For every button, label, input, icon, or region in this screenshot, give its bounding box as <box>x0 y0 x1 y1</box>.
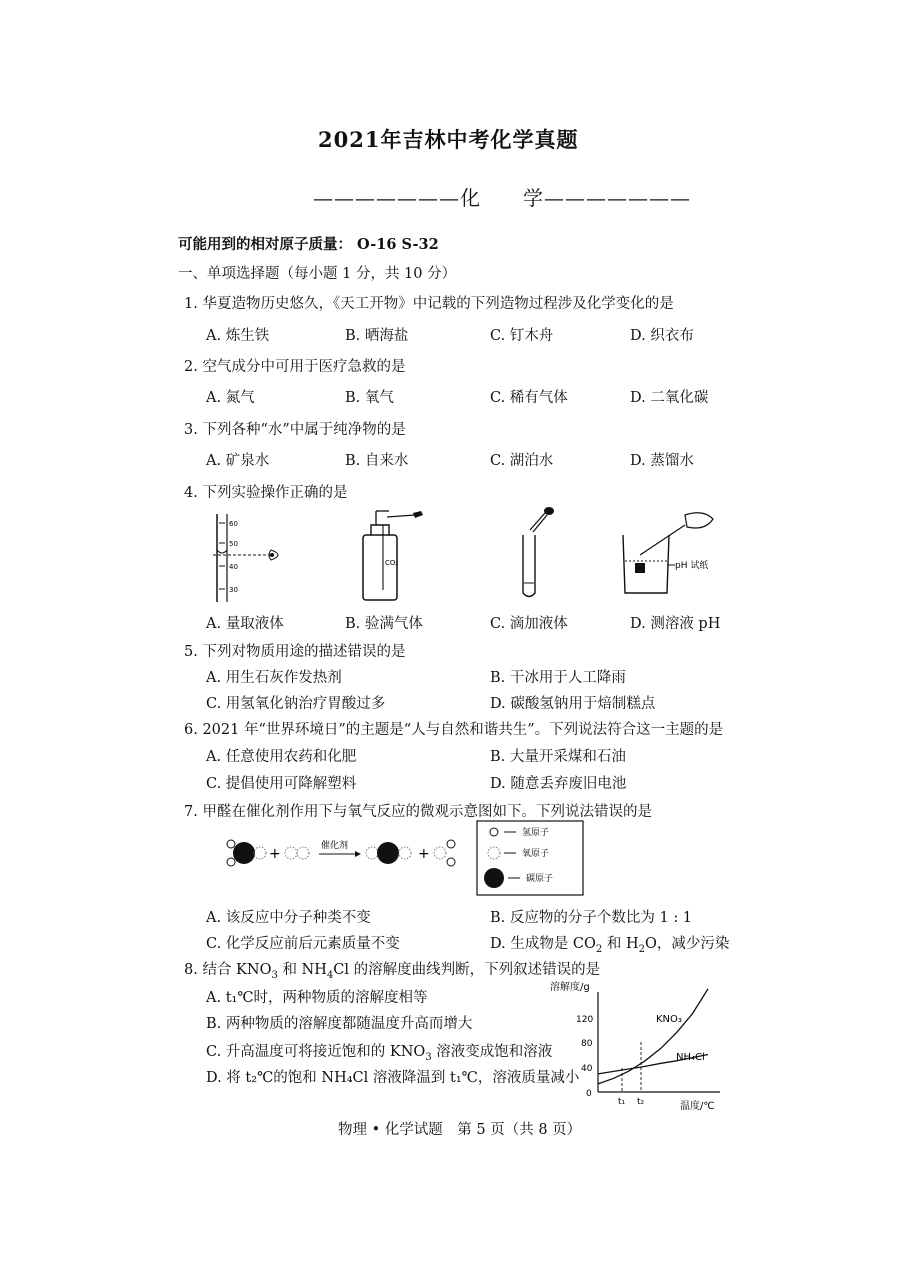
q4-dropper-figure <box>515 505 565 605</box>
solubility-chart <box>548 978 728 1113</box>
y-tick-0: 0 <box>586 1089 592 1099</box>
q1-option-a: A. 炼生铁 <box>206 328 270 344</box>
q7-option-c: C. 化学反应前后元素质量不变 <box>206 936 400 952</box>
chart-xlabel: 温度/℃ <box>680 1101 715 1112</box>
legend-oxygen: 氧原子 <box>522 849 550 859</box>
legend-carbon: 碳原子 <box>526 874 554 884</box>
q1-option-c: C. 钉木舟 <box>490 328 554 344</box>
nh4cl-series-label: NH₄Cl <box>676 1052 705 1063</box>
q1-option-d: D. 织衣布 <box>630 328 694 344</box>
kno3-series-label: KNO₃ <box>656 1014 682 1025</box>
question-1-stem: 1. 华夏造物历史悠久，《天工开物》中记载的下列造物过程涉及化学变化的是 <box>184 296 674 312</box>
y-tick-80: 80 <box>581 1039 593 1049</box>
q4-option-c: C. 滴加液体 <box>490 616 568 632</box>
q6-option-d: D. 随意丢弃废旧电池 <box>490 776 627 792</box>
q8-option-a: A. t₁℃时，两种物质的溶解度相等 <box>206 990 428 1006</box>
q2-option-d: D. 二氧化碳 <box>630 390 709 406</box>
q3-option-b: B. 自来水 <box>345 453 409 469</box>
q7-reaction-diagram <box>225 830 470 880</box>
q2-option-b: B. 氧气 <box>345 390 394 406</box>
cyl-tick-50: 50 <box>229 540 238 548</box>
q2-option-c: C. 稀有气体 <box>490 390 568 406</box>
ph-paper-label: pH 试纸 <box>675 561 709 571</box>
atomic-masses: 可能用到的相对原子质量： O-16 S-32 <box>178 236 439 253</box>
subject-heading: ———————化 学——————— <box>313 186 691 210</box>
q4-gas-bottle-figure <box>355 505 435 605</box>
q6-option-a: A. 任意使用农药和化肥 <box>206 749 357 765</box>
q4-option-b: B. 验满气体 <box>345 616 423 632</box>
catalyst-label: 催化剂 <box>321 841 349 851</box>
q4-option-d: D. 测溶液 pH <box>630 616 721 632</box>
page-footer: 物理 • 化学试题 第 5 页（共 8 页） <box>338 1122 582 1138</box>
question-6-stem: 6. 2021 年“世界环境日”的主题是“人与自然和谐共生”。下列说法符合这一主题的是 <box>184 722 724 738</box>
svg-text:+: + <box>418 846 430 862</box>
q4-option-a: A. 量取液体 <box>206 616 284 632</box>
q3-option-d: D. 蒸馏水 <box>630 453 694 469</box>
q8-option-d: D. 将 t₂℃的饱和 NH₄Cl 溶液降温到 t₁℃，溶液质量减小 <box>206 1070 580 1086</box>
question-8-stem: 8. 结合 $KNO_3$ 和 $NH_4Cl$ 的溶解度曲线判断，下列叙述错误的是 <box>184 962 601 981</box>
page-title: 2021年吉林中考化学真题 <box>318 127 579 152</box>
q3-option-a: A. 矿泉水 <box>206 453 270 469</box>
q4-ph-test-figure <box>615 505 725 605</box>
x-tick-t1: t₁ <box>618 1097 626 1107</box>
q3-option-c: C. 湖泊水 <box>490 453 554 469</box>
question-4-stem: 4. 下列实验操作正确的是 <box>184 485 348 501</box>
question-3-stem: 3. 下列各种“水”中属于纯净物的是 <box>184 422 406 438</box>
q1-option-b: B. 晒海盐 <box>345 328 409 344</box>
chart-ylabel: 溶解度/g <box>550 982 590 993</box>
q8-option-b: B. 两种物质的溶解度都随温度升高而增大 <box>206 1016 473 1032</box>
q7-option-b: B. 反应物的分子个数比为 1 : 1 <box>490 910 693 926</box>
q2-option-a: A. 氮气 <box>206 390 255 406</box>
q5-option-d: D. 碳酸氢钠用于焙制糕点 <box>490 696 656 712</box>
q5-option-b: B. 干冰用于人工降雨 <box>490 670 626 686</box>
q5-option-a: A. 用生石灰作发热剂 <box>206 670 342 686</box>
kno3-curve <box>598 989 708 1084</box>
cyl-tick-30: 30 <box>229 586 238 594</box>
question-2-stem: 2. 空气成分中可用于医疗急救的是 <box>184 359 406 375</box>
cyl-tick-40: 40 <box>229 563 238 571</box>
q8-option-c: C. 升高温度可将接近饱和的 $KNO_3$ 溶液变成饱和溶液 <box>206 1044 553 1063</box>
legend-hydrogen: 氢原子 <box>522 828 550 838</box>
bottle-co2-label: CO₂ <box>385 559 399 567</box>
question-5-stem: 5. 下列对物质用途的描述错误的是 <box>184 644 406 660</box>
y-tick-120: 120 <box>576 1015 594 1025</box>
x-tick-t2: t₂ <box>637 1097 645 1107</box>
q7-option-a: A. 该反应中分子种类不变 <box>206 910 371 926</box>
question-7-stem: 7. 甲醛在催化剂作用下与氧气反应的微观示意图如下。下列说法错误的是 <box>184 804 652 820</box>
q4-cylinder-figure <box>205 510 315 605</box>
section-heading: 一、单项选择题（每小题 1 分，共 10 分） <box>178 266 457 282</box>
y-tick-40: 40 <box>581 1064 593 1074</box>
q7-option-d: D. 生成物是 $CO_2$ 和 $H_2O$，减少污染 <box>490 936 730 955</box>
q5-option-c: C. 用氢氧化钠治疗胃酸过多 <box>206 696 386 712</box>
q6-option-c: C. 提倡使用可降解塑料 <box>206 776 357 792</box>
q7-legend-box <box>476 820 586 898</box>
svg-text:+: + <box>269 846 281 862</box>
q6-option-b: B. 大量开采煤和石油 <box>490 749 626 765</box>
cyl-tick-60: 60 <box>229 520 238 528</box>
